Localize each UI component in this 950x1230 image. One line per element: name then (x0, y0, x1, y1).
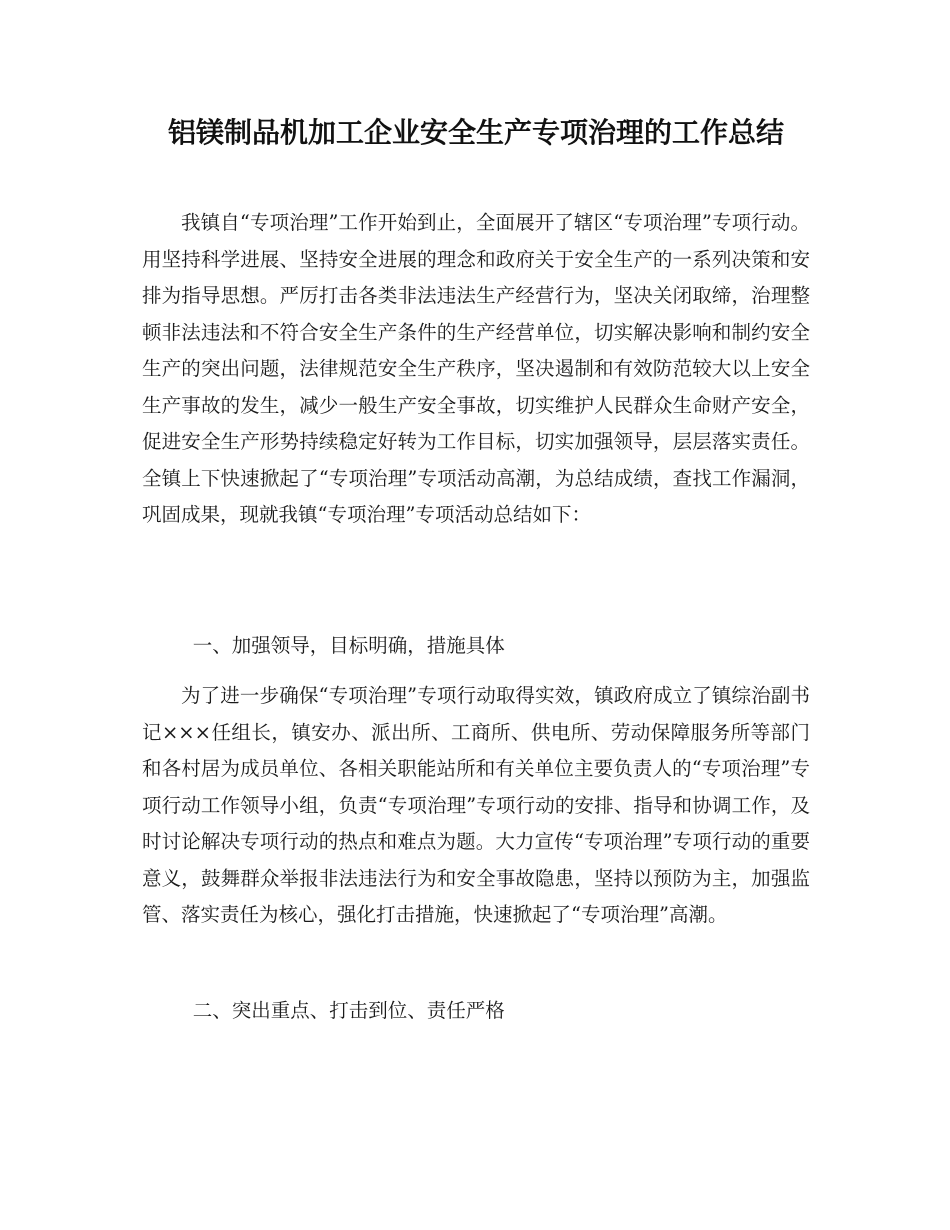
section-heading-2: 二、突出重点、打击到位、责任严格 (192, 999, 505, 1022)
section-1-paragraph: 为了进一步确保“专项治理”专项行动取得实效，镇政府成立了镇综治副书记×××任组长，镇安办、派出所、工商所、供电所、劳动保障服务所等部门和各村居为成员单位、各相关职能站所和有关单位主要负责人的“专项治理”专项行动工作领导小组，负责“专项治理”专项行动的安排、指导和协调工作，及时讨论解决专项行动的热点和难点为题。大力宣传“专项治理”专项行动的重要意义，鼓舞群众举报非法违法行为和安全事故隐患，坚持以预防为主，加强监管、落实责任为核心，强化打击措施，快速掀起了“专项治理”高潮。 (142, 684, 810, 926)
document-title: 铝镁制品机加工企业安全生产专项治理的工作总结 (167, 116, 784, 149)
intro-paragraph: 我镇自“专项治理”工作开始到止，全面展开了辖区“专项治理”专项行动。用坚持科学进展、坚持安全进展的理念和政府关于安全生产的一系列决策和安排为指导思想。严厉打击各类非法违法生产经营行为，坚决关闭取缔，治理整顿非法违法和不符合安全生产条件的生产经营单位，切实解决影响和制约安全生产的突出问题，法律规范安全生产秩序，坚决遏制和有效防范较大以上安全生产事故的发生，减少一般生产安全事故，切实维护人民群众生命财产安全，促进安全生产形势持续稳定好转为工作目标，切实加强领导，层层落实责任。全镇上下快速掀起了“专项治理”专项活动高潮，为总结成绩，查找工作漏洞，巩固成果，现就我镇“专项治理”专项活动总结如下： (142, 211, 810, 526)
section-heading-1: 一、加强领导，目标明确，措施具体 (192, 634, 505, 657)
